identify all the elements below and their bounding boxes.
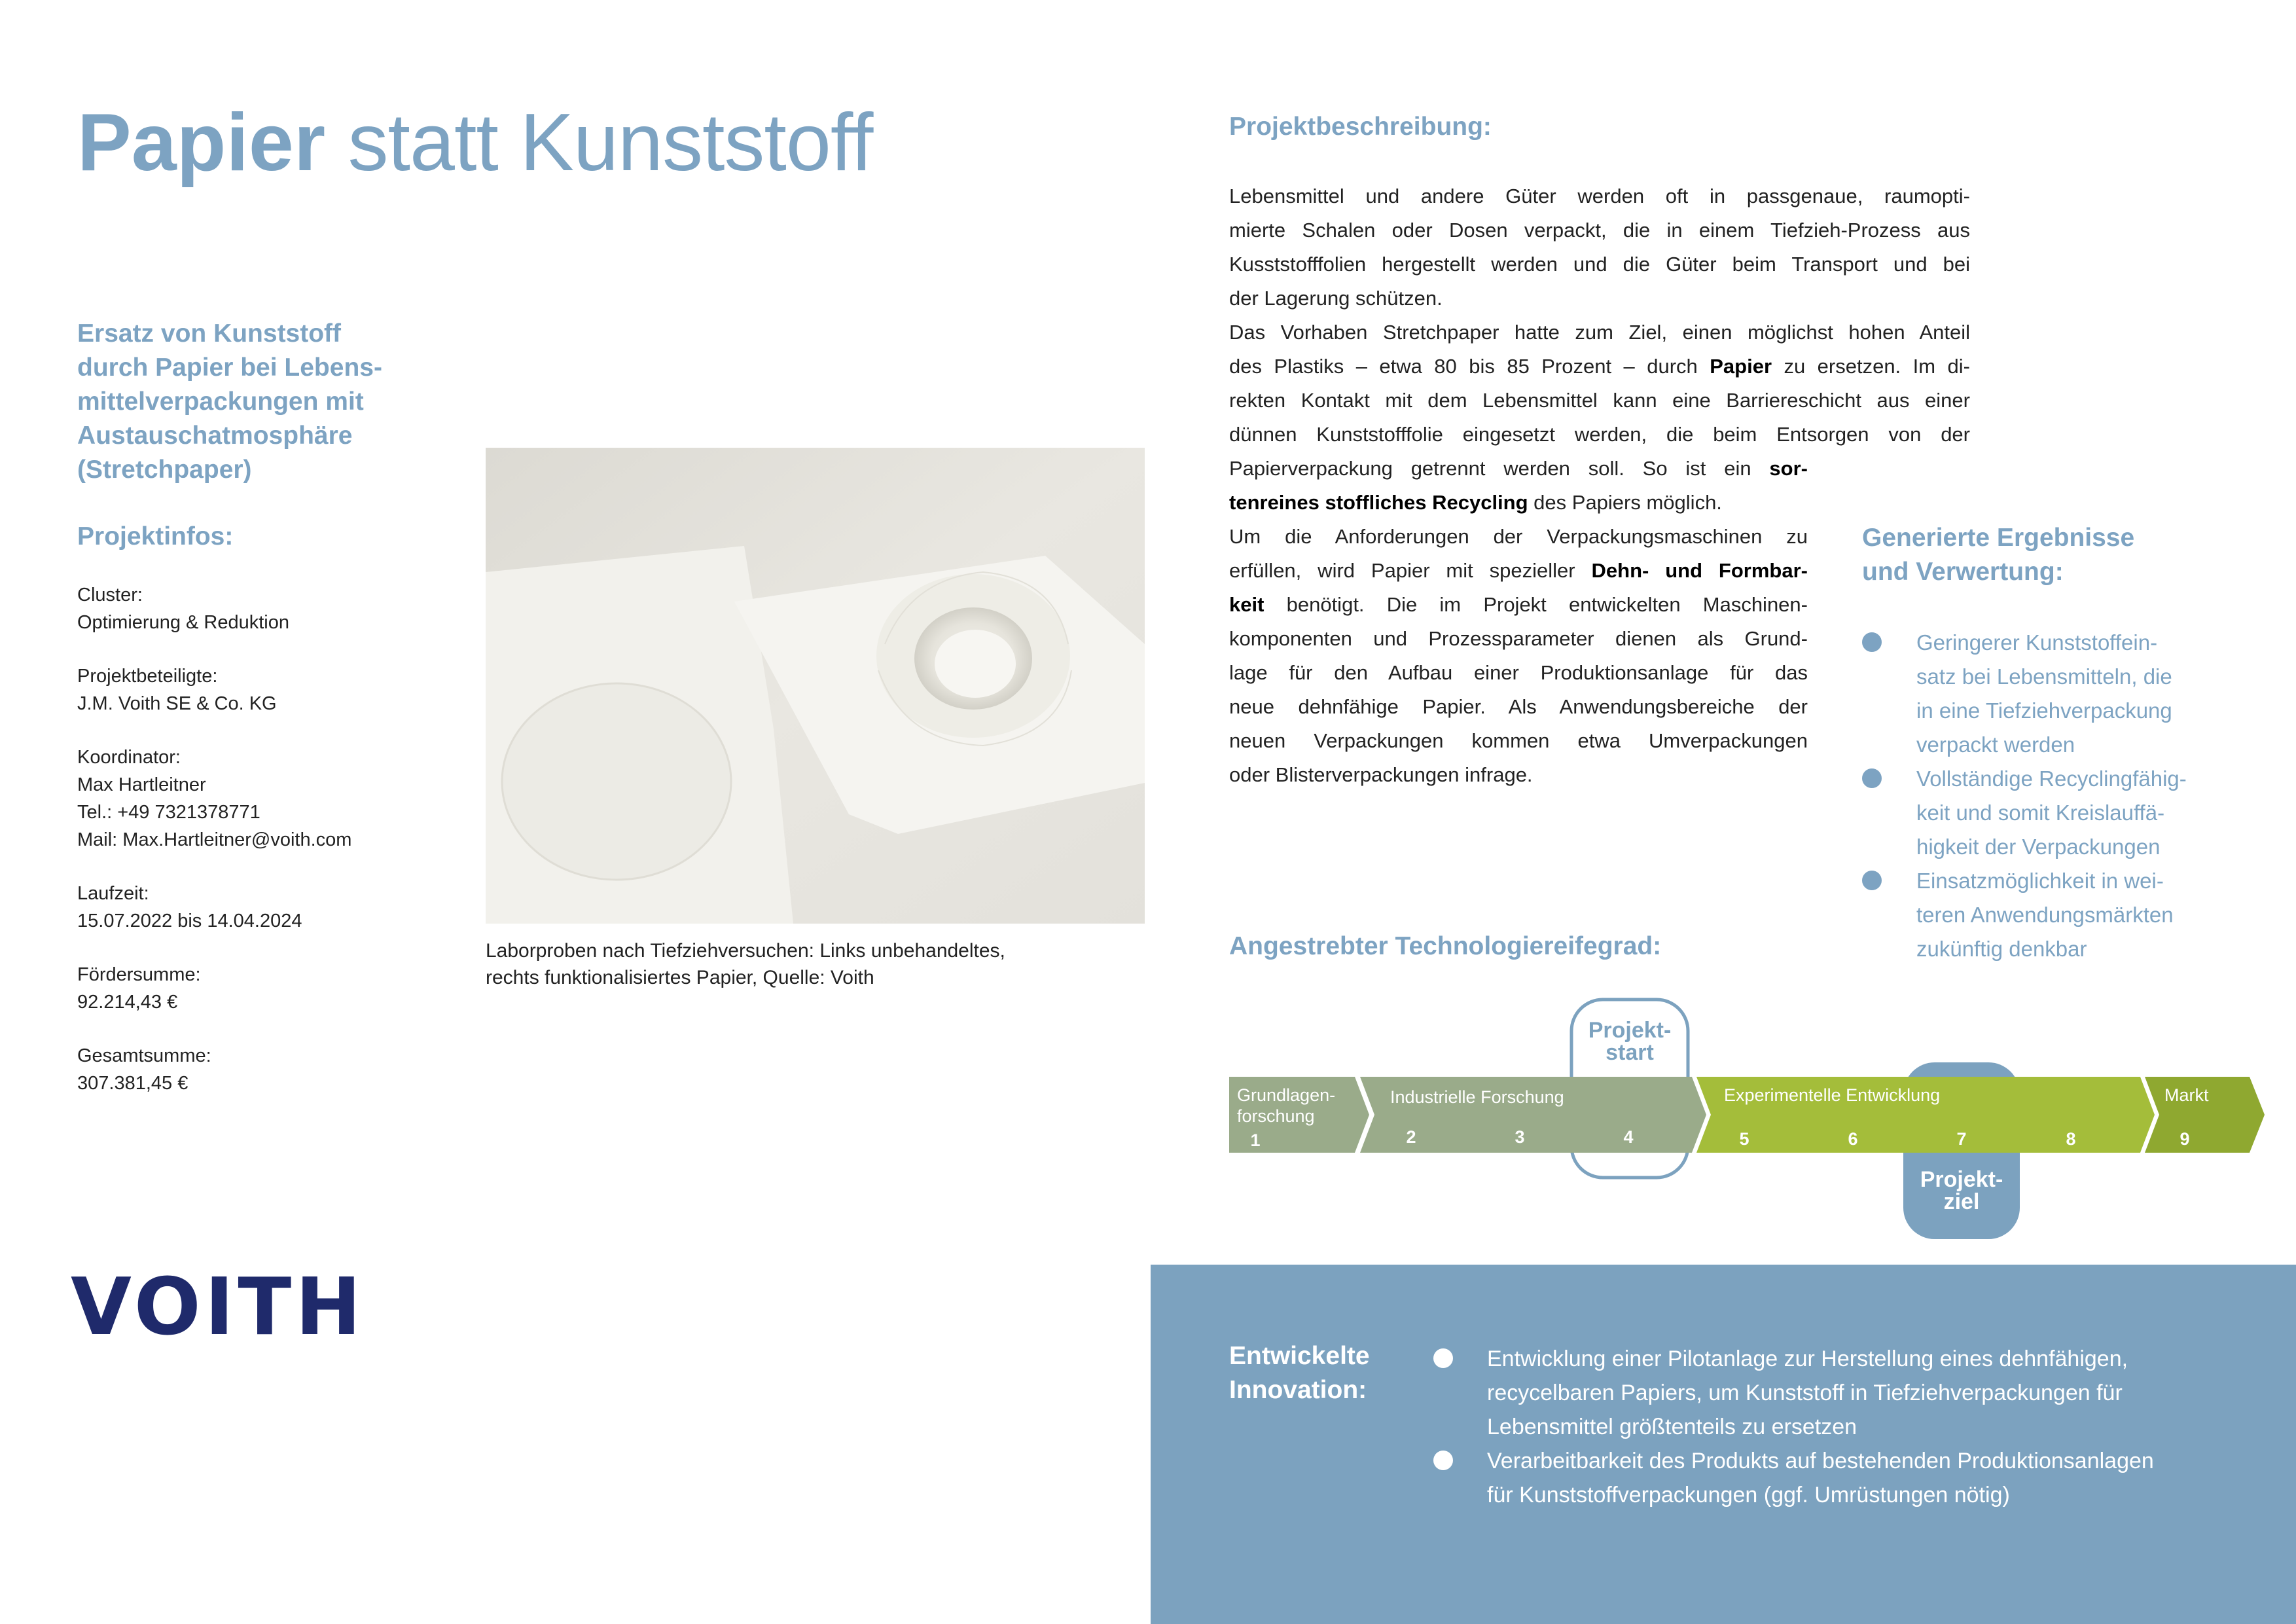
desc-text: zu ersetzen. Im di- bbox=[1784, 355, 1970, 378]
desc-line bbox=[1229, 588, 1808, 622]
trl-level-5: 5 bbox=[1739, 1129, 1749, 1149]
info-label: Projektbeteiligte: bbox=[77, 666, 218, 687]
label-experimentelle: Experimentelle Entwicklung bbox=[1724, 1085, 1941, 1105]
info-value: J.M. Voith SE & Co. KG bbox=[77, 693, 277, 714]
desc-line: der Lagerung schützen. bbox=[1229, 287, 1443, 310]
bullet-icon bbox=[1862, 632, 1882, 652]
desc-line: oder Blisterverpackungen infrage. bbox=[1229, 763, 1533, 786]
info-value: 307.381,45 € bbox=[77, 1073, 188, 1094]
heading-line: Innovation: bbox=[1229, 1376, 1367, 1404]
trl-diagram bbox=[1224, 992, 2271, 1240]
bullet-icon bbox=[1433, 1451, 1453, 1470]
desc-line: neue dehnfähige Papier. Als Anwendungsbereiche der bbox=[1229, 695, 1808, 718]
trl-level-1: 1 bbox=[1250, 1130, 1261, 1150]
subtitle-line: (Stretchpaper) bbox=[77, 456, 252, 484]
label-industrielle: Industrielle Forschung bbox=[1390, 1087, 1564, 1107]
info-cluster bbox=[77, 581, 444, 636]
desc-bold: Papier bbox=[1710, 355, 1772, 378]
ergebnis-item bbox=[1916, 864, 2257, 966]
info-phone: Tel.: +49 7321378771 bbox=[77, 802, 260, 823]
item-line: für Kunststoffverpackungen (ggf. Umrüstungen nötig) bbox=[1487, 1483, 2010, 1507]
info-label: Gesamtsumme: bbox=[77, 1045, 211, 1066]
trl-level-7: 7 bbox=[1956, 1129, 1967, 1149]
ergebnis-item bbox=[1916, 626, 2257, 762]
subtitle-line: mittelverpackungen mit bbox=[77, 388, 364, 416]
desc-line: rekten Kontakt mit dem Lebensmittel kann eine Barriereschicht aus einer bbox=[1229, 389, 1970, 412]
projekt-ziel-label-1: Projekt- bbox=[1920, 1167, 2003, 1192]
item-line: teren Anwendungsmärkten bbox=[1916, 903, 2174, 927]
trl-level-3: 3 bbox=[1515, 1127, 1525, 1147]
desc-line: mierte Schalen oder Dosen verpackt, die in einem Tiefzieh-Prozess aus bbox=[1229, 219, 1970, 242]
desc-bold: tenreines stoffliches Recycling bbox=[1229, 491, 1528, 514]
voith-logo: VOITH bbox=[71, 1262, 365, 1353]
subtitle-line: Austauschatmosphäre bbox=[77, 422, 353, 450]
desc-text: benötigt. Die im Projekt entwickelten Maschinen- bbox=[1286, 593, 1808, 616]
desc-line: komponenten und Prozessparameter dienen als Grund- bbox=[1229, 627, 1808, 650]
photo-caption bbox=[486, 937, 1153, 991]
label-grundlagen-1: Grundlagen- bbox=[1237, 1085, 1336, 1105]
heading-line: und Verwertung: bbox=[1862, 558, 2064, 586]
project-subtitle bbox=[77, 317, 444, 487]
item-line: Lebensmittel größtenteils zu ersetzen bbox=[1487, 1415, 1857, 1439]
info-label: Cluster: bbox=[77, 585, 143, 605]
title-light: statt Kunststoff bbox=[348, 98, 873, 188]
item-line: higkeit der Verpackungen bbox=[1916, 835, 2161, 859]
desc-line bbox=[1229, 452, 1808, 486]
info-value: 15.07.2022 bis 14.04.2024 bbox=[77, 911, 302, 931]
item-line: Entwicklung einer Pilotanlage zur Herstellung eines dehnfähigen, bbox=[1487, 1346, 2128, 1371]
trl-level-6: 6 bbox=[1848, 1129, 1858, 1149]
page-title bbox=[77, 98, 872, 187]
desc-line: Das Vorhaben Stretchpaper hatte zum Ziel, einen möglichst hohen Anteil bbox=[1229, 321, 1970, 344]
label-markt: Markt bbox=[2164, 1085, 2209, 1105]
innovation-heading bbox=[1229, 1339, 1370, 1407]
desc-line: dünnen Kunststofffolie eingesetzt werden, die beim Entsorgen von der bbox=[1229, 423, 1970, 446]
desc-bold: sor- bbox=[1769, 457, 1808, 480]
innovation-item bbox=[1487, 1444, 2272, 1512]
desc-bold: keit bbox=[1229, 593, 1265, 616]
paper-samples-photo bbox=[486, 448, 1145, 924]
caption-line: rechts funktionalisiertes Papier, Quelle: Voith bbox=[486, 967, 874, 988]
trl-level-9: 9 bbox=[2179, 1129, 2190, 1149]
desc-line: Lebensmittel und andere Güter werden oft in passgenaue, raumopti- bbox=[1229, 185, 1970, 208]
desc-text: des Papiers möglich. bbox=[1534, 491, 1722, 514]
info-label: Fördersumme: bbox=[77, 964, 201, 985]
item-line: verpackt werden bbox=[1916, 732, 2075, 757]
projektinfos-heading: Projektinfos: bbox=[77, 522, 234, 550]
item-line: in eine Tiefziehverpackung bbox=[1916, 698, 2172, 723]
subtitle-line: durch Papier bei Lebens- bbox=[77, 353, 382, 382]
bullet-icon bbox=[1862, 871, 1882, 890]
desc-line bbox=[1229, 554, 1808, 588]
info-value: Max Hartleitner bbox=[77, 774, 206, 795]
innovation-item bbox=[1487, 1342, 2272, 1444]
projekt-start-label-2: start bbox=[1605, 1040, 1654, 1065]
info-beteiligte bbox=[77, 662, 444, 717]
beschreibung-heading: Projektbeschreibung: bbox=[1229, 113, 1492, 141]
ergebnisse-heading bbox=[1862, 521, 2215, 589]
item-line: keit und somit Kreislauffä- bbox=[1916, 801, 2165, 825]
desc-bold: Dehn- und Formbar- bbox=[1591, 559, 1808, 582]
info-label: Koordinator: bbox=[77, 747, 181, 768]
info-koordinator bbox=[77, 744, 444, 854]
desc-line: lage für den Aufbau einer Produktionsanlage für das bbox=[1229, 661, 1808, 684]
desc-line: Um die Anforderungen der Verpackungsmaschinen zu bbox=[1229, 525, 1808, 548]
info-laufzeit bbox=[77, 880, 444, 935]
info-value: Optimierung & Reduktion bbox=[77, 612, 289, 633]
trl-heading: Angestrebter Technologiereifegrad: bbox=[1229, 932, 1662, 960]
info-label: Laufzeit: bbox=[77, 883, 149, 904]
info-value: 92.214,43 € bbox=[77, 992, 178, 1013]
item-line: Verarbeitbarkeit des Produkts auf bestehenden Produktionsanlagen bbox=[1487, 1449, 2154, 1473]
desc-text: Papierverpackung getrennt werden soll. So ist ein bbox=[1229, 457, 1751, 480]
label-grundlagen-2: forschung bbox=[1237, 1106, 1315, 1126]
desc-line: neuen Verpackungen kommen etwa Umverpackungen bbox=[1229, 729, 1808, 752]
item-line: Vollständige Recyclingfähig- bbox=[1916, 767, 2187, 791]
info-gesamtsumme bbox=[77, 1042, 444, 1097]
trl-level-2: 2 bbox=[1406, 1127, 1416, 1147]
desc-text: erfüllen, wird Papier mit spezieller bbox=[1229, 559, 1575, 582]
item-line: recycelbaren Papiers, um Kunststoff in Tiefziehverpackungen für bbox=[1487, 1380, 2123, 1405]
info-foerdersumme bbox=[77, 961, 444, 1016]
desc-line bbox=[1229, 350, 1970, 384]
title-bold: Papier bbox=[77, 98, 326, 188]
item-line: satz bei Lebensmitteln, die bbox=[1916, 664, 2172, 689]
ergebnis-item bbox=[1916, 762, 2257, 864]
desc-line: Kusststofffolien hergestellt werden und die Güter beim Transport und bei bbox=[1229, 253, 1970, 276]
item-line: zukünftig denkbar bbox=[1916, 937, 2087, 961]
trl-level-4: 4 bbox=[1623, 1127, 1634, 1147]
bullet-icon bbox=[1862, 768, 1882, 788]
bullet-icon bbox=[1433, 1348, 1453, 1368]
item-line: Geringerer Kunststoffein- bbox=[1916, 630, 2158, 655]
projekt-start-label-1: Projekt- bbox=[1588, 1018, 1672, 1043]
projekt-ziel-label-2: ziel bbox=[1943, 1189, 1980, 1214]
heading-line: Generierte Ergebnisse bbox=[1862, 524, 2135, 552]
item-line: Einsatzmöglichkeit in wei- bbox=[1916, 869, 2164, 893]
desc-text: des Plastiks – etwa 80 bis 85 Prozent – durch bbox=[1229, 355, 1698, 378]
trl-level-8: 8 bbox=[2066, 1129, 2076, 1149]
desc-line bbox=[1229, 486, 1808, 520]
heading-line: Entwickelte bbox=[1229, 1342, 1370, 1370]
caption-line: Laborproben nach Tiefziehversuchen: Links unbehandeltes, bbox=[486, 940, 1005, 962]
info-mail: Mail: Max.Hartleitner@voith.com bbox=[77, 829, 352, 850]
subtitle-line: Ersatz von Kunststoff bbox=[77, 319, 342, 348]
projektinfos-list bbox=[77, 581, 444, 1123]
